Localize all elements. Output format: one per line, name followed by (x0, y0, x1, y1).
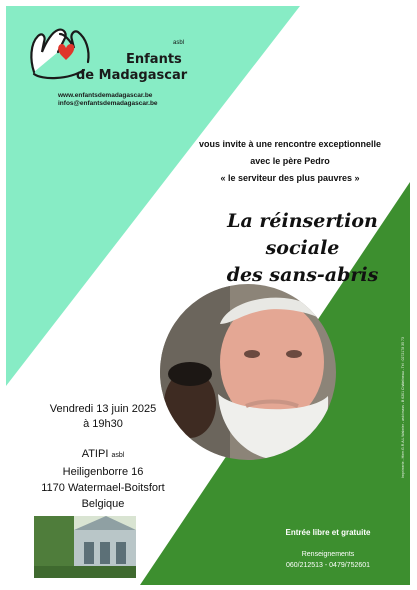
invitation-line3: « le serviteur des plus pauvres » (220, 173, 360, 183)
event-details (28, 402, 178, 512)
event-title (190, 208, 415, 289)
logo-asbl: asbl (173, 40, 185, 46)
venue-photo (34, 516, 136, 578)
portrait-photo (160, 284, 336, 460)
invitation-line2: avec le père Pedro (250, 156, 330, 166)
email-link[interactable]: infos@enfantsdemadagascar.be (58, 100, 158, 107)
venue-street: Heiligenborre 16 (62, 466, 144, 478)
invitation-line1: vous invite à une rencontre exceptionnelle (198, 139, 382, 149)
title-line2: des sans-abris (226, 264, 379, 286)
phone-numbers: 060/212513 - 0479/752601 (285, 562, 371, 569)
contact-info (58, 92, 158, 108)
venue-name: ATIPI (81, 448, 109, 460)
venue-name-row (28, 446, 178, 464)
venue-city: 1170 Watermael-Boitsfort (41, 482, 165, 494)
info-label: Renseignements (301, 551, 355, 558)
event-date: Vendredi 13 juin 2025 (49, 403, 157, 415)
invitation-text (170, 136, 410, 187)
venue-address (28, 446, 178, 512)
logo-name-line1: Enfants (126, 52, 182, 67)
logo-name-line2: de Madagascar (76, 68, 188, 83)
printer-imprint: Imprimerie - Hierr.G.R.A.L Walmier - asbl mass - B 6201 Châtelineau - Tél : 0272178 35 73 (401, 337, 405, 478)
event-time: à 19h30 (83, 418, 123, 430)
title-line1: La réinsertion sociale (227, 210, 378, 259)
venue-country: Belgique (81, 498, 125, 510)
venue-asbl: asbl (111, 452, 125, 459)
free-entry: Entrée libre et gratuite (285, 528, 371, 537)
website-link[interactable]: www.enfantsdemadagascar.be (58, 92, 153, 99)
